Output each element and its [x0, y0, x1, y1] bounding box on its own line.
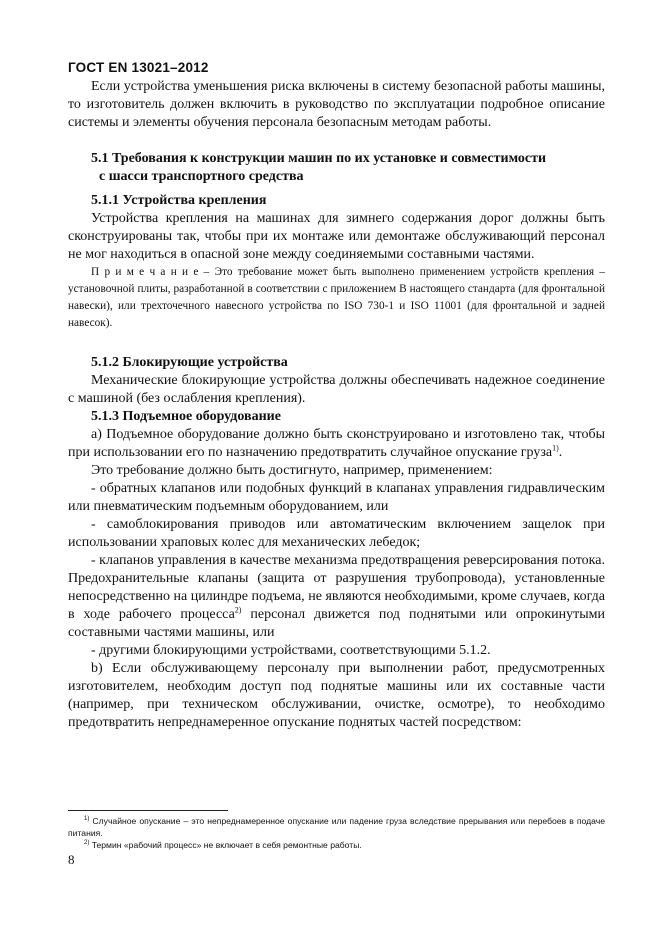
item-a-end: .	[558, 445, 563, 460]
section-5-1-title-line1: 5.1 Требования к конструкции машин по их установке и совместимости	[91, 151, 547, 166]
page-number: 8	[68, 852, 75, 867]
section-5-1-2-title: 5.1.2 Блокирующие устройства	[91, 355, 288, 370]
footnote-1	[68, 815, 605, 839]
requirement-intro: Это требование должно быть достигнуто, например, применением:	[91, 463, 493, 478]
list-item-control-valves	[68, 552, 605, 642]
section-5-1-3-item-a	[68, 426, 605, 462]
footnote-1-text: Случайное опускание – это непреднамеренное опускание или падение груза вследствие прерывания или перебоев в подаче питания.	[68, 816, 605, 838]
footnote-2	[68, 839, 605, 851]
note-label: П р и м е ч а н и е	[91, 266, 199, 278]
section-5-1-1-title: 5.1.1 Устройства крепления	[91, 193, 267, 208]
section-5-1-title-line2: с шасси транспортного средства	[99, 169, 304, 184]
footnote-ref-2: 2)	[234, 605, 242, 615]
section-5-1-1-note	[68, 264, 605, 332]
footnotes	[68, 815, 605, 851]
item3-part2: персонал движется под поднятыми или опрокинутыми составными частями машины, или	[68, 607, 605, 640]
section-5-1-3-item-b: b) Если обслуживающему персоналу при выполнении работ, предусмотренных изготовителем, необходим доступ под поднятые машины или их составные части (например, при техническом обслуживании, очистке, осмотре), то необходимо предотвратить непреднамеренное опускание поднятых частей посредством:	[68, 661, 605, 730]
footnote-2-text: Термин «рабочий процесс» не включает в себя ремонтные работы.	[89, 840, 362, 850]
footnote-ref-1: 1)	[552, 443, 559, 453]
item3-part1: - клапанов управления в качестве механизма предотвращения реверсирования потока. Предохранительные клапаны (защита от разрушения трубопровода), установленные непосредственно на цилиндре подъема, не являются необходимыми, кроме случаев, когда в ходе рабочего процесса	[68, 553, 605, 622]
intro-paragraph: Если устройства уменьшения риска включены в систему безопасной работы машины, то изготовитель должен включить в руководство по эксплуатации подробное описание системы и элементы обучения персонала безопасным методам работы.	[68, 79, 605, 130]
standard-header: ГОСТ EN 13021–2012	[68, 60, 209, 75]
footnote-2-mark: 2)	[84, 840, 90, 847]
section-5-1-2-text: Механические блокирующие устройства должны обеспечивать надежное соединение с машиной (без ослабления крепления).	[68, 373, 605, 406]
page-body	[68, 78, 605, 732]
list-item-other-devices: - другими блокирующими устройствами, соответствующими 5.1.2.	[91, 643, 491, 658]
item-a-text: а) Подъемное оборудование должно быть сконструировано и изготовлено так, чтобы при использовании его по назначению предотвратить случайное опускание груза	[68, 427, 605, 460]
note-text: – Это требование может быть выполнено применением устройств крепления – установочной плиты, разработанной в соответствии с приложением В настоящего стандарта (для фронтальной навески), или трехточечного навесного устройства по ISO 730-1 и ISO 11001 (для фронтальной и задней навесок).	[68, 266, 606, 329]
list-item-check-valves: - обратных клапанов или подобных функций в клапанах управления гидравлическим или пневматическим подъемным оборудованием, или	[68, 481, 605, 514]
footnote-divider	[68, 810, 228, 811]
footnote-1-mark: 1)	[84, 816, 90, 823]
section-5-1-title	[68, 150, 605, 186]
section-5-1-3-title: 5.1.3 Подъемное оборудование	[91, 409, 281, 424]
section-5-1-1-text: Устройства крепления на машинах для зимнего содержания дорог должны быть сконструированы так, чтобы при их монтаже или демонтаже обслуживающий персонал не мог находиться в опасной зоне между соединяемыми составными частями.	[68, 211, 605, 262]
list-item-self-locking: - самоблокирования приводов или автоматическим включением защелок при использовании храповых колес для механических лебедок;	[68, 517, 605, 550]
